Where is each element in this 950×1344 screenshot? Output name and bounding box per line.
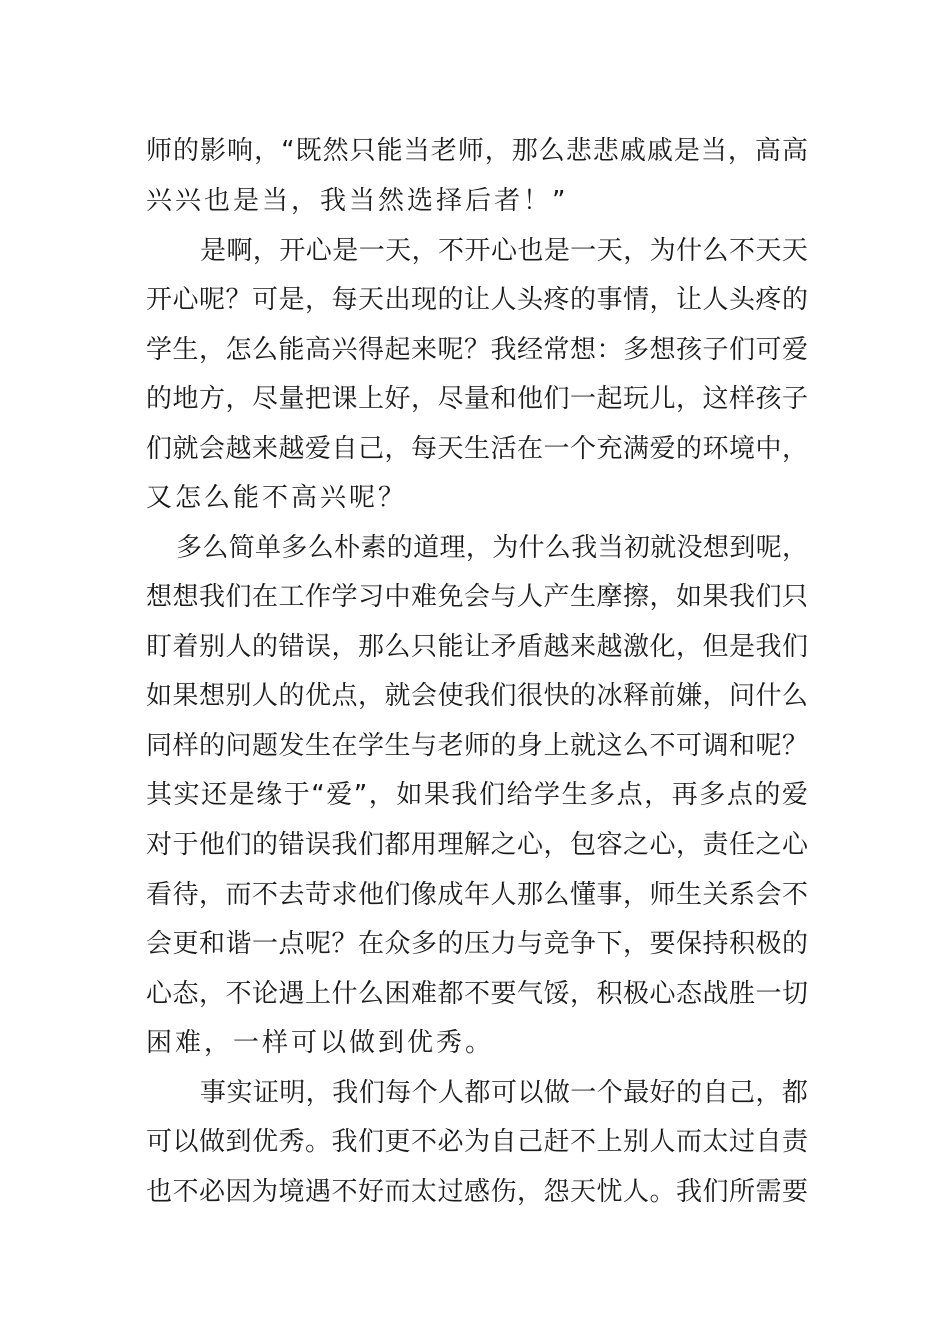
text-line: 师的影响，“既然只能当老师，那么悲悲戚戚是当，高高 [146,136,809,166]
text-line: 心态，不论遇上什么困难都不要气馁，积极心态战胜一切 [146,979,809,1009]
text-line: 其实还是缘于“爱”，如果我们给学生多点，再多点的爱 [146,780,810,810]
text-line: 事实证明，我们每个人都可以做一个最好的自己，都 [200,1078,809,1108]
text-line: 看待，而不去苛求他们像成年人那么懂事，师生关系会不 [146,880,809,910]
text-line: 又怎么能不高兴呢？ [146,483,408,513]
text-line: 是啊，开心是一天，不开心也是一天，为什么不天天 [200,236,809,266]
text-line: 学生，怎么能高兴得起来呢？我经常想：多想孩子们可爱 [146,335,809,365]
text-line: 们就会越来越爱自己，每天生活在一个充满爱的环境中， [146,434,809,464]
text-line: 兴兴也是当，我当然选择后者！” [146,186,569,216]
text-line: 想想我们在工作学习中难免会与人产生摩擦，如果我们只 [146,582,809,612]
text-line: 困难，一样可以做到优秀。 [146,1028,495,1058]
text-line: 可以做到优秀。我们更不必为自己赶不上别人而太过自责 [146,1127,809,1157]
text-line: 的地方，尽量把课上好，尽量和他们一起玩儿，这样孩子 [146,384,809,414]
text-line: 如果想别人的优点，就会使我们很快的冰释前嫌，问什么 [146,681,809,711]
text-line: 多么简单多么朴素的道理，为什么我当初就没想到呢， [176,533,809,563]
text-line: 也不必因为境遇不好而太过感伤，怨天忧人。我们所需要 [146,1177,809,1207]
text-line: 会更和谐一点呢？在众多的压力与竞争下，要保持积极的 [146,929,809,959]
text-line: 开心呢？可是，每天出现的让人头疼的事情，让人头疼的 [146,285,809,315]
text-line: 同样的问题发生在学生与老师的身上就这么不可调和呢？ [146,731,809,761]
text-line: 盯着别人的错误，那么只能让矛盾越来越激化，但是我们 [146,632,809,662]
text-line: 对于他们的错误我们都用理解之心，包容之心，责任之心 [146,830,809,860]
